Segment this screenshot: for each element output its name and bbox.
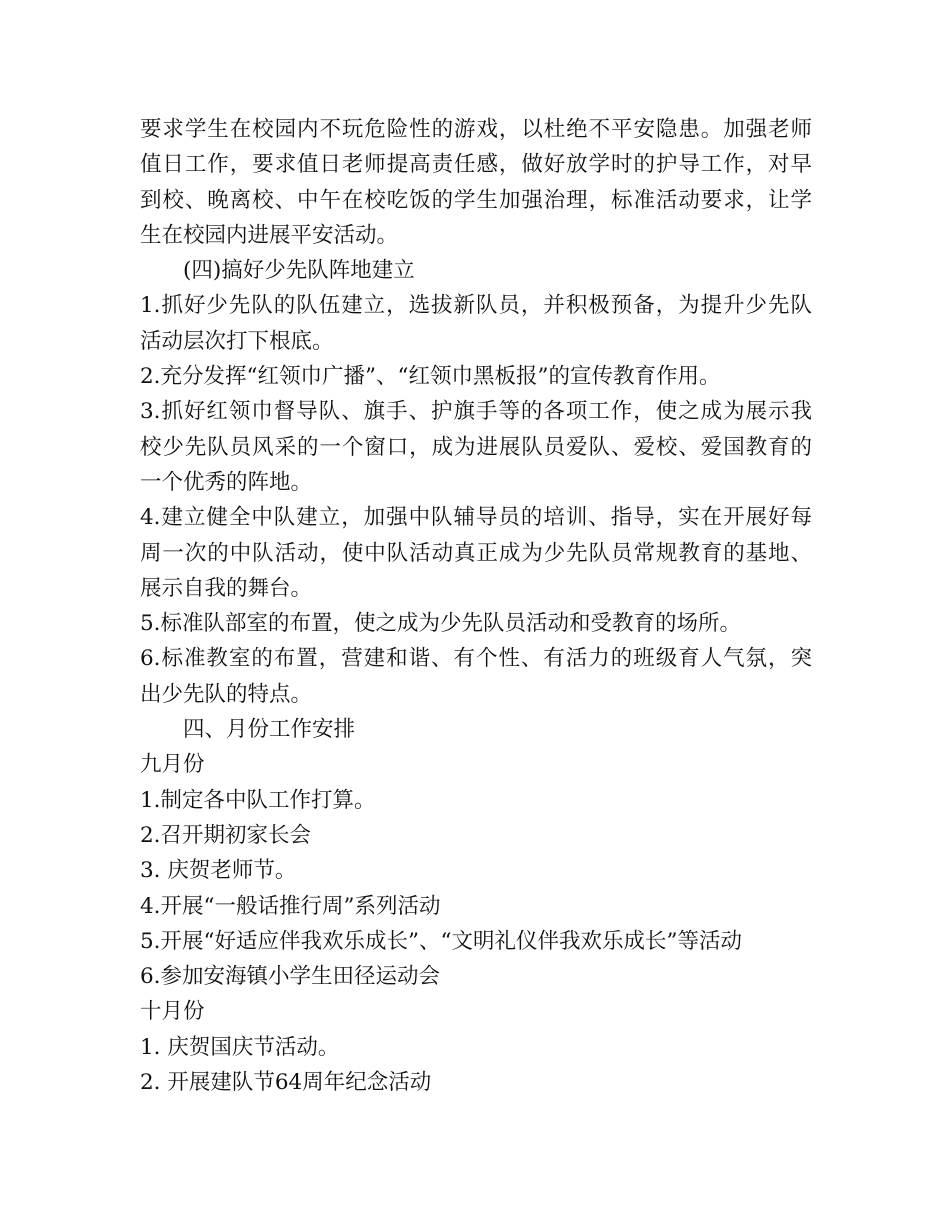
text-line: 活动层次打下根底。 (140, 328, 334, 354)
text-line: (四)搞好少先队阵地建立 (183, 258, 415, 284)
text-line: 2.召开期初家长会 (140, 822, 312, 848)
text-line: 展示自我的舞台。 (140, 575, 313, 601)
text-line: 1.抓好少先队的队伍建立，选拔新队员，并积极预备，为提升少先队 (140, 293, 812, 319)
text-line: 十月份 (140, 999, 205, 1025)
text-line: 校少先队员风采的一个窗口，成为进展队员爱队、爱校、爱国教育的 (140, 434, 812, 460)
text-line: 2. 开展建队节64周年纪念活动 (140, 1070, 432, 1096)
text-line: 6.参加安海镇小学生田径运动会 (140, 964, 441, 990)
text-line: 4.开展“一般话推行周”系列活动 (140, 893, 441, 919)
text-line: 九月份 (140, 752, 205, 778)
text-line: 到校、晚离校、中午在校吃饭的学生加强治理，标准活动要求，让学 (140, 187, 812, 213)
text-line: 一个优秀的阵地。 (140, 469, 313, 495)
text-line: 1.制定各中队工作打算。 (140, 787, 376, 813)
text-line: 周一次的中队活动，使中队活动真正成为少先队员常规教育的基地、 (140, 540, 812, 566)
text-line: 出少先队的特点。 (140, 681, 313, 707)
text-line: 3. 庆贺老师节。 (140, 858, 297, 884)
text-line: 5.开展“好适应伴我欢乐成长”、“文明礼仪伴我欢乐成长”等活动 (140, 928, 742, 954)
text-line: 值日工作，要求值日老师提高责任感，做好放学时的护导工作，对早 (140, 152, 812, 178)
text-line: 2.充分发挥“红领巾广播”、“红领巾黑板报”的宣传教育作用。 (140, 364, 721, 390)
text-line: 6.标准教室的布置，营建和谐、有个性、有活力的班级育人气氛，突 (140, 646, 812, 672)
text-line: 要求学生在校园内不玩危险性的游戏，以杜绝不平安隐患。加强老师 (140, 117, 812, 142)
text-line: 生在校园内进展平安活动。 (140, 222, 399, 248)
text-line: 4.建立健全中队建立，加强中队辅导员的培训、指导，实在开展好每 (140, 505, 812, 531)
text-line: 3.抓好红领巾督导队、旗手、护旗手等的各项工作，使之成为展示我 (140, 399, 812, 425)
text-line: 1. 庆贺国庆节活动。 (140, 1034, 340, 1060)
document-body (140, 112, 812, 1100)
text-line: 5.标准队部室的布置，使之成为少先队员活动和受教育的场所。 (140, 611, 742, 637)
text-line: 四、月份工作安排 (183, 717, 356, 743)
